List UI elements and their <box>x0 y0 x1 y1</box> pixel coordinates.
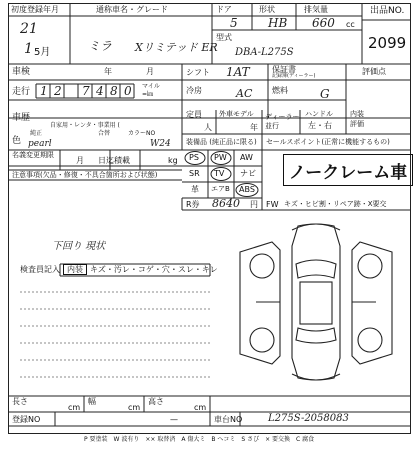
length-label: 長さ <box>12 397 28 406</box>
handle-sub: 左・右 <box>308 121 332 130</box>
capacity-label: 定員 <box>186 110 202 119</box>
no-claim-stamp: ノークレーム車 <box>283 154 413 186</box>
first-reg-year: 21 <box>20 21 38 37</box>
color-label: 色 <box>12 136 22 146</box>
equip-aw: AW <box>240 153 253 162</box>
shape-label: 形状 <box>259 5 275 14</box>
sales-point-label: セールスポイント(正常に機能するもの) <box>266 138 390 146</box>
equip-abs: ABS <box>239 185 255 194</box>
car-right-side <box>352 242 392 364</box>
r-ken-unit: 円 <box>250 200 258 209</box>
car-damage-diagram <box>236 222 396 382</box>
fw-label: FW <box>266 200 279 209</box>
reg-no-label: 登録NO <box>12 415 41 424</box>
wheel-front-right <box>358 254 382 278</box>
listing-label: 出品NO. <box>370 6 405 16</box>
inspect-record-items: キズ・汚レ・コゲ・穴・スレ・キレ <box>90 265 218 274</box>
capacity-unit: 人 <box>204 123 212 132</box>
equip-pw-circle <box>211 152 231 165</box>
wheel-rear-right <box>358 328 382 352</box>
inspect-record-legend <box>63 266 87 274</box>
import-unit: 年 <box>250 123 258 132</box>
vehicle-name-label: 通称車名・グレード <box>96 5 168 14</box>
length-unit: cm <box>68 403 81 412</box>
chassis-label: 車台NO <box>214 415 243 424</box>
ac-value: AC <box>236 87 253 100</box>
equip-pw: PW <box>214 153 227 162</box>
wheel-front-left <box>250 254 274 278</box>
equip-ps-circle <box>185 152 205 165</box>
height-unit: cm <box>194 403 207 412</box>
first-reg-label: 初度登録年月 <box>11 5 59 14</box>
height-label: 高さ <box>148 397 164 406</box>
doors-label: ドア <box>216 5 232 14</box>
listing-number: 2099 <box>368 34 407 52</box>
equip-sr: SR <box>189 169 200 178</box>
equip-leather: 革 <box>191 185 199 194</box>
shape-value: HB <box>268 16 288 30</box>
color-match: 合替 <box>98 130 111 137</box>
car-body-outline <box>292 224 340 380</box>
equip-check-marks <box>182 150 262 198</box>
car-left-side <box>240 242 280 364</box>
vehicle-name: ミラ <box>88 39 113 53</box>
color-original: 純正 <box>30 130 43 137</box>
chassis-number: L275S-2058083 <box>268 413 349 424</box>
mileage-label: 走行 <box>12 87 31 97</box>
mileage-digit-1: 1 <box>40 84 48 98</box>
rating-label: 評価点 <box>362 67 386 76</box>
doors-value: 5 <box>230 16 238 30</box>
first-reg-month-suffix: 5月 <box>34 47 51 58</box>
car-windshield <box>296 260 336 278</box>
grade: Xリミテッド ER <box>135 41 218 54</box>
shaken-label: 車検 <box>12 67 31 77</box>
displacement-value: 660 <box>312 16 335 30</box>
change-day: 日迄 <box>98 156 114 165</box>
mileage-unit-km: =㎞ <box>142 91 154 98</box>
equip-airbag: エアB <box>211 185 230 193</box>
shift-value: 1AT <box>226 65 250 79</box>
mileage-digit-6: 8 <box>110 84 118 98</box>
width-unit: cm <box>128 403 141 412</box>
mileage-unit-mile: マイル <box>142 83 160 90</box>
mileage-digit-5: 4 <box>96 84 104 98</box>
fw-note: キズ・ヒビ割・リペア跡・X要交 <box>284 200 387 208</box>
car-rear-window <box>296 328 336 343</box>
interior-sub: 評価 <box>350 120 364 128</box>
change-label: 名義変更期限 <box>12 151 54 159</box>
equip-tv-circle <box>211 168 231 181</box>
model-label: 型式 <box>216 33 232 42</box>
equip-abs-circle <box>236 184 258 197</box>
fuel-value: G <box>320 87 330 101</box>
fuel-label: 燃料 <box>272 86 288 95</box>
width-label: 幅 <box>88 397 96 406</box>
car-rear-bumper <box>292 374 340 380</box>
mileage-digit-2: 2 <box>54 84 62 98</box>
shaken-month-unit: 月 <box>146 67 154 76</box>
equip-label: 装備品 (純正品に限る) <box>186 138 257 146</box>
history-label: 車歴 <box>12 113 31 123</box>
model-code: DBA-L275S <box>235 47 294 58</box>
mileage-digit-4: 7 <box>82 84 90 98</box>
load-label: 積載 <box>114 156 130 165</box>
shaken-year-unit: 年 <box>104 67 112 76</box>
r-ken-label: R券 <box>186 200 200 209</box>
interior-label: 内装 <box>350 110 364 118</box>
wheel-rear-left <box>250 328 274 352</box>
warranty-label: 保証書 <box>272 65 296 74</box>
change-month: 月 <box>76 156 84 165</box>
color-code-label: カラーNO <box>128 130 156 137</box>
ac-label: 冷房 <box>186 86 202 95</box>
history-options: 自家用・レンタ・事業用 ( <box>50 122 120 129</box>
inspect-record-label: 検査員記入 <box>20 265 60 274</box>
handle-label: ハンドル <box>305 110 333 118</box>
dealer-sub: 並行 <box>265 122 279 130</box>
first-reg-month: 1 <box>24 41 33 57</box>
notes-label: 注意事項(欠品・修復・不具合箇所および状態) <box>12 171 158 179</box>
color-value: pearl <box>28 139 52 149</box>
color-code: W24 <box>150 139 171 149</box>
equip-ps: PS <box>189 153 199 162</box>
equip-tv: TV <box>214 169 225 178</box>
equip-navi: ナビ <box>240 169 256 178</box>
displacement-unit: cc <box>346 20 355 29</box>
car-front-bumper <box>292 224 340 230</box>
warranty-sub: 記録簿(ディーラー) <box>272 73 316 79</box>
load-unit: kg <box>168 156 178 165</box>
mileage-digit-7: 0 <box>124 84 132 98</box>
reg-no-dash: — <box>170 415 178 424</box>
inspector-handwriting: 下回り 現状 <box>52 241 106 252</box>
import-label: 外車モデル <box>219 110 254 118</box>
damage-legend: P 要塗装 W 波有り ×× 取替済 A 傷大ミ B へコミ S さび × 要交換 C 腐食 <box>84 436 315 443</box>
displacement-label: 排気量 <box>304 5 328 14</box>
car-roof <box>300 282 332 324</box>
dealer-label: ディーラー <box>265 113 300 121</box>
shift-label: シフト <box>186 68 210 77</box>
inspect-record-legend-box: 内装 <box>63 264 87 275</box>
r-ken-value: 8640 <box>212 197 240 210</box>
